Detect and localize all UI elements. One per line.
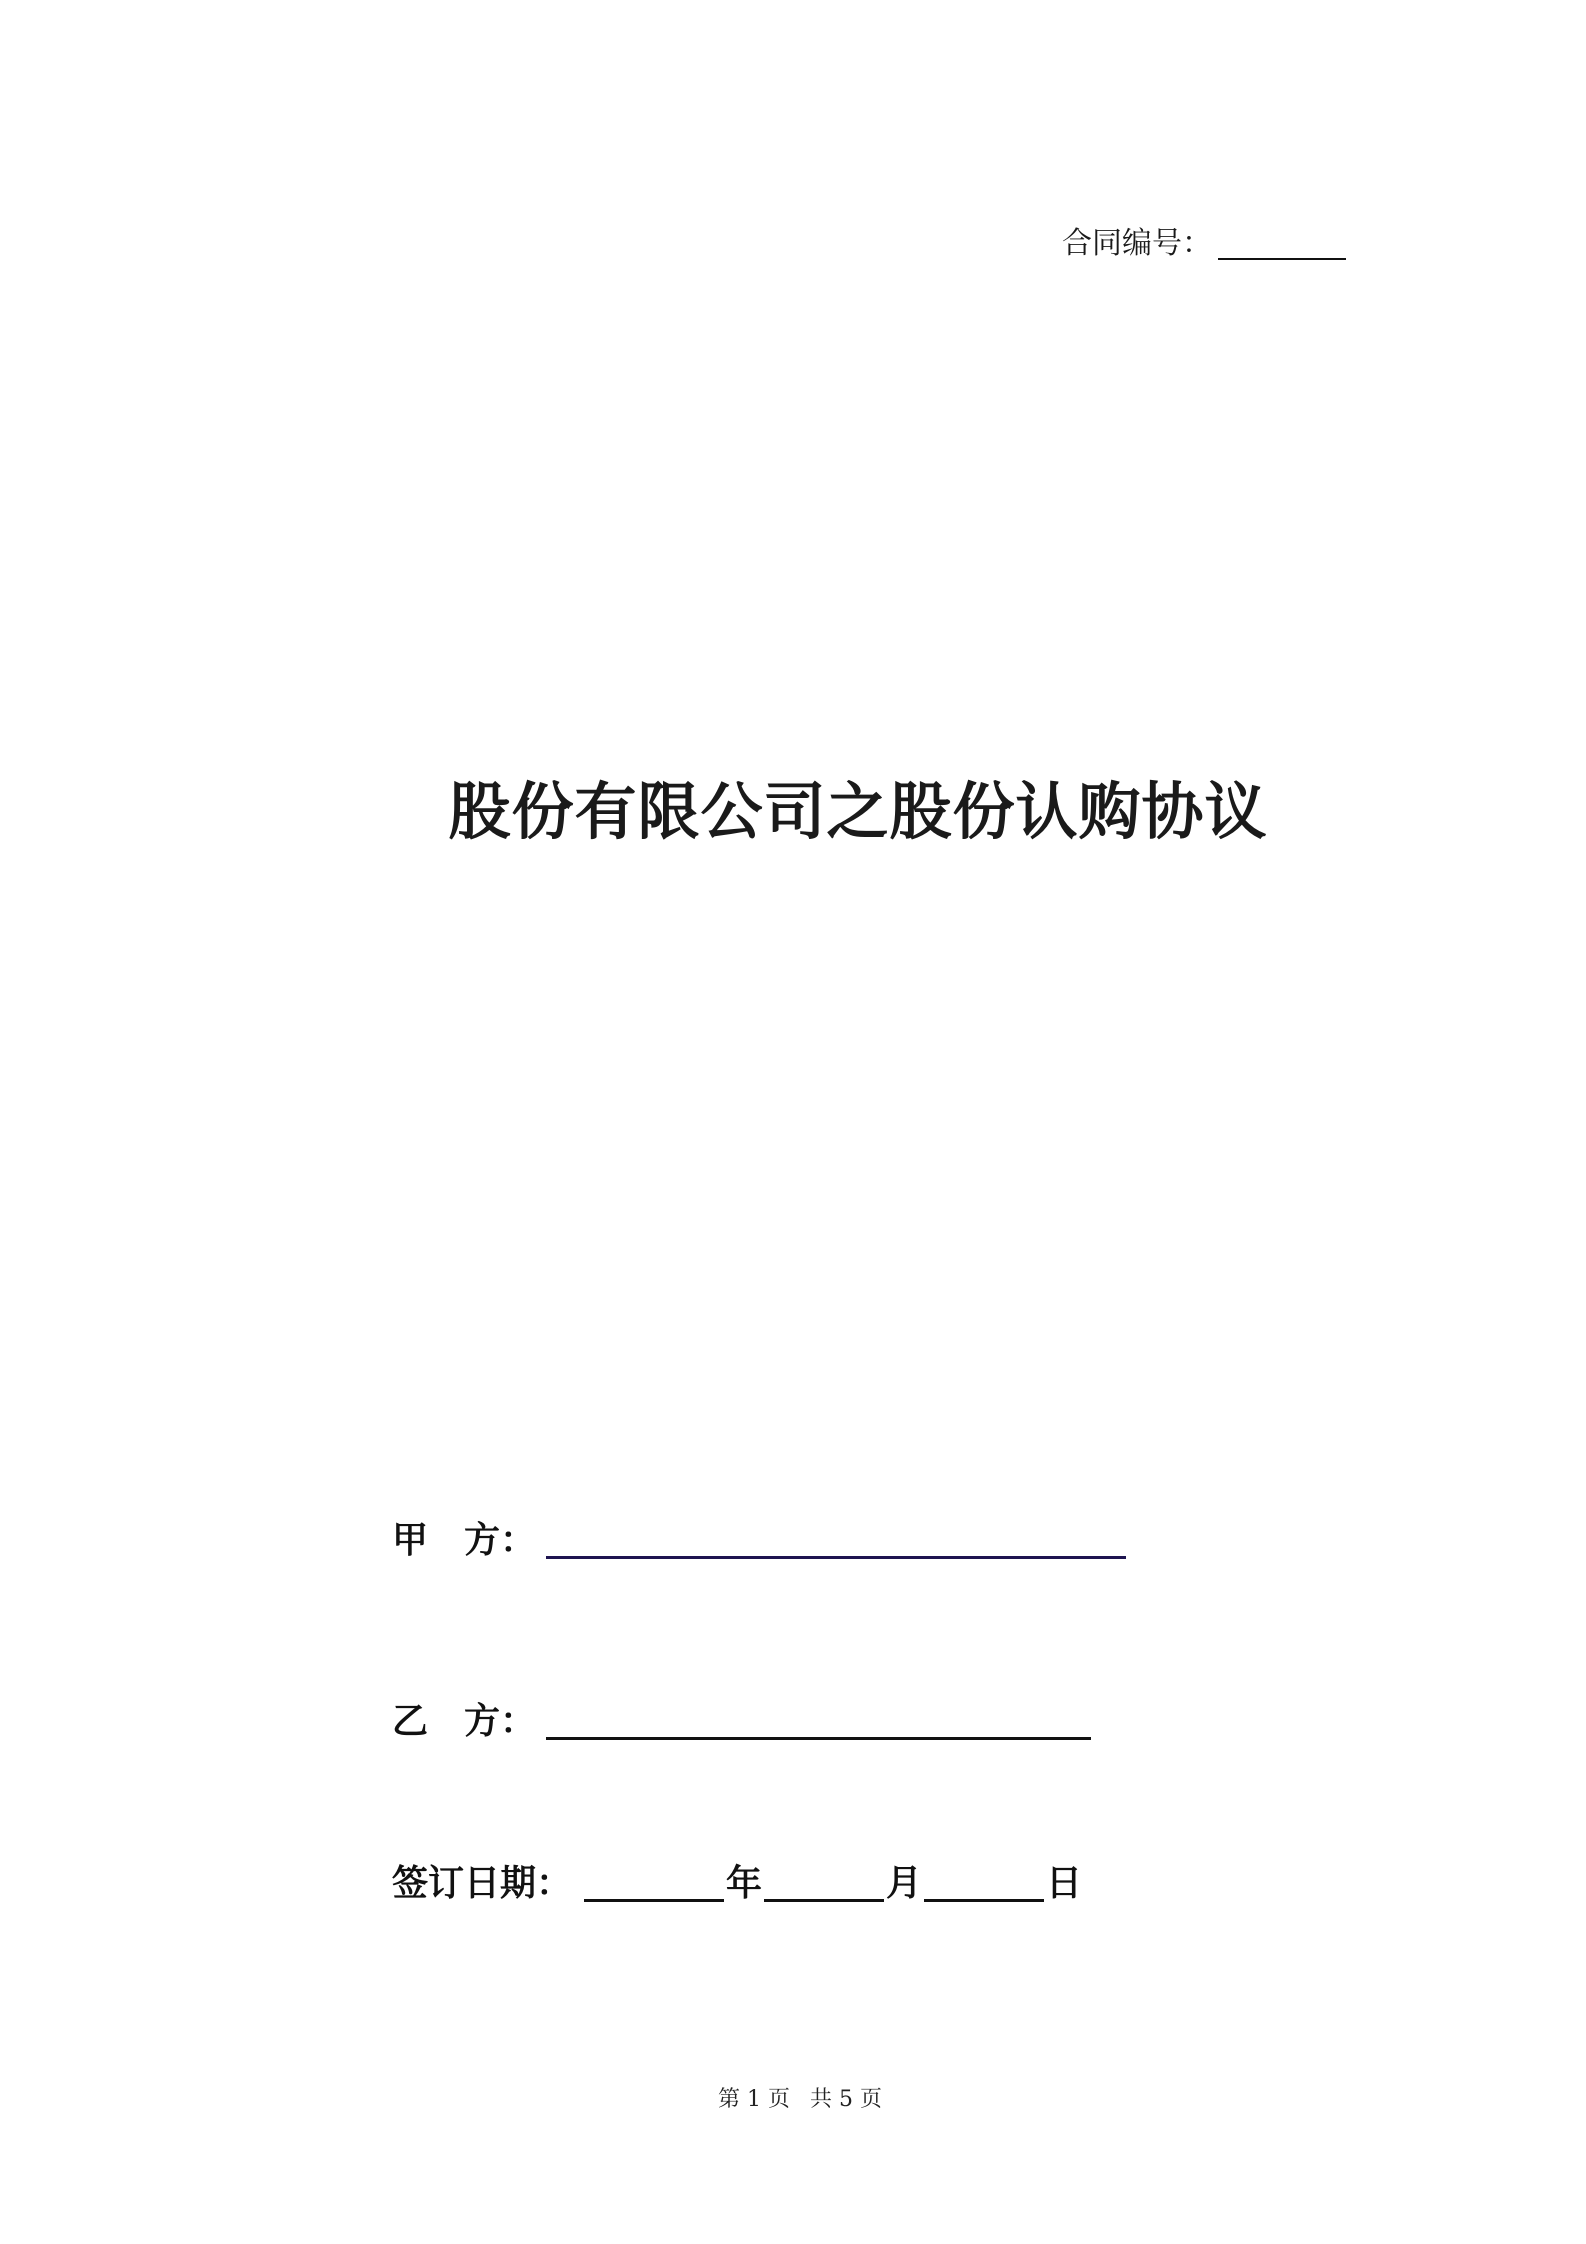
year-blank [584,1899,724,1902]
party-a-row [392,1512,1126,1563]
party-a-blank [546,1556,1126,1559]
contract-number [1062,218,1346,262]
page-footer [0,2082,1586,2113]
document-title: 股份有限公司之股份认购协议 [448,775,1268,848]
contract-number-blank [1218,258,1346,260]
month-blank [764,1899,884,1902]
party-b-label: 乙 方： [392,1701,537,1742]
party-b-row [392,1693,1091,1744]
month-label: 月 [886,1863,923,1904]
page-current: 第 1 页 [718,2087,790,2112]
year-label: 年 [726,1863,763,1904]
contract-number-label: 合同编号： [1062,226,1212,261]
sign-date-row [392,1855,1082,1906]
page-total: 共 5 页 [810,2087,882,2112]
day-label: 日 [1046,1863,1083,1904]
party-a-label: 甲 方： [392,1520,537,1561]
sign-date-label: 签订日期： [392,1863,573,1904]
party-b-blank [546,1737,1091,1740]
day-blank [924,1899,1044,1902]
